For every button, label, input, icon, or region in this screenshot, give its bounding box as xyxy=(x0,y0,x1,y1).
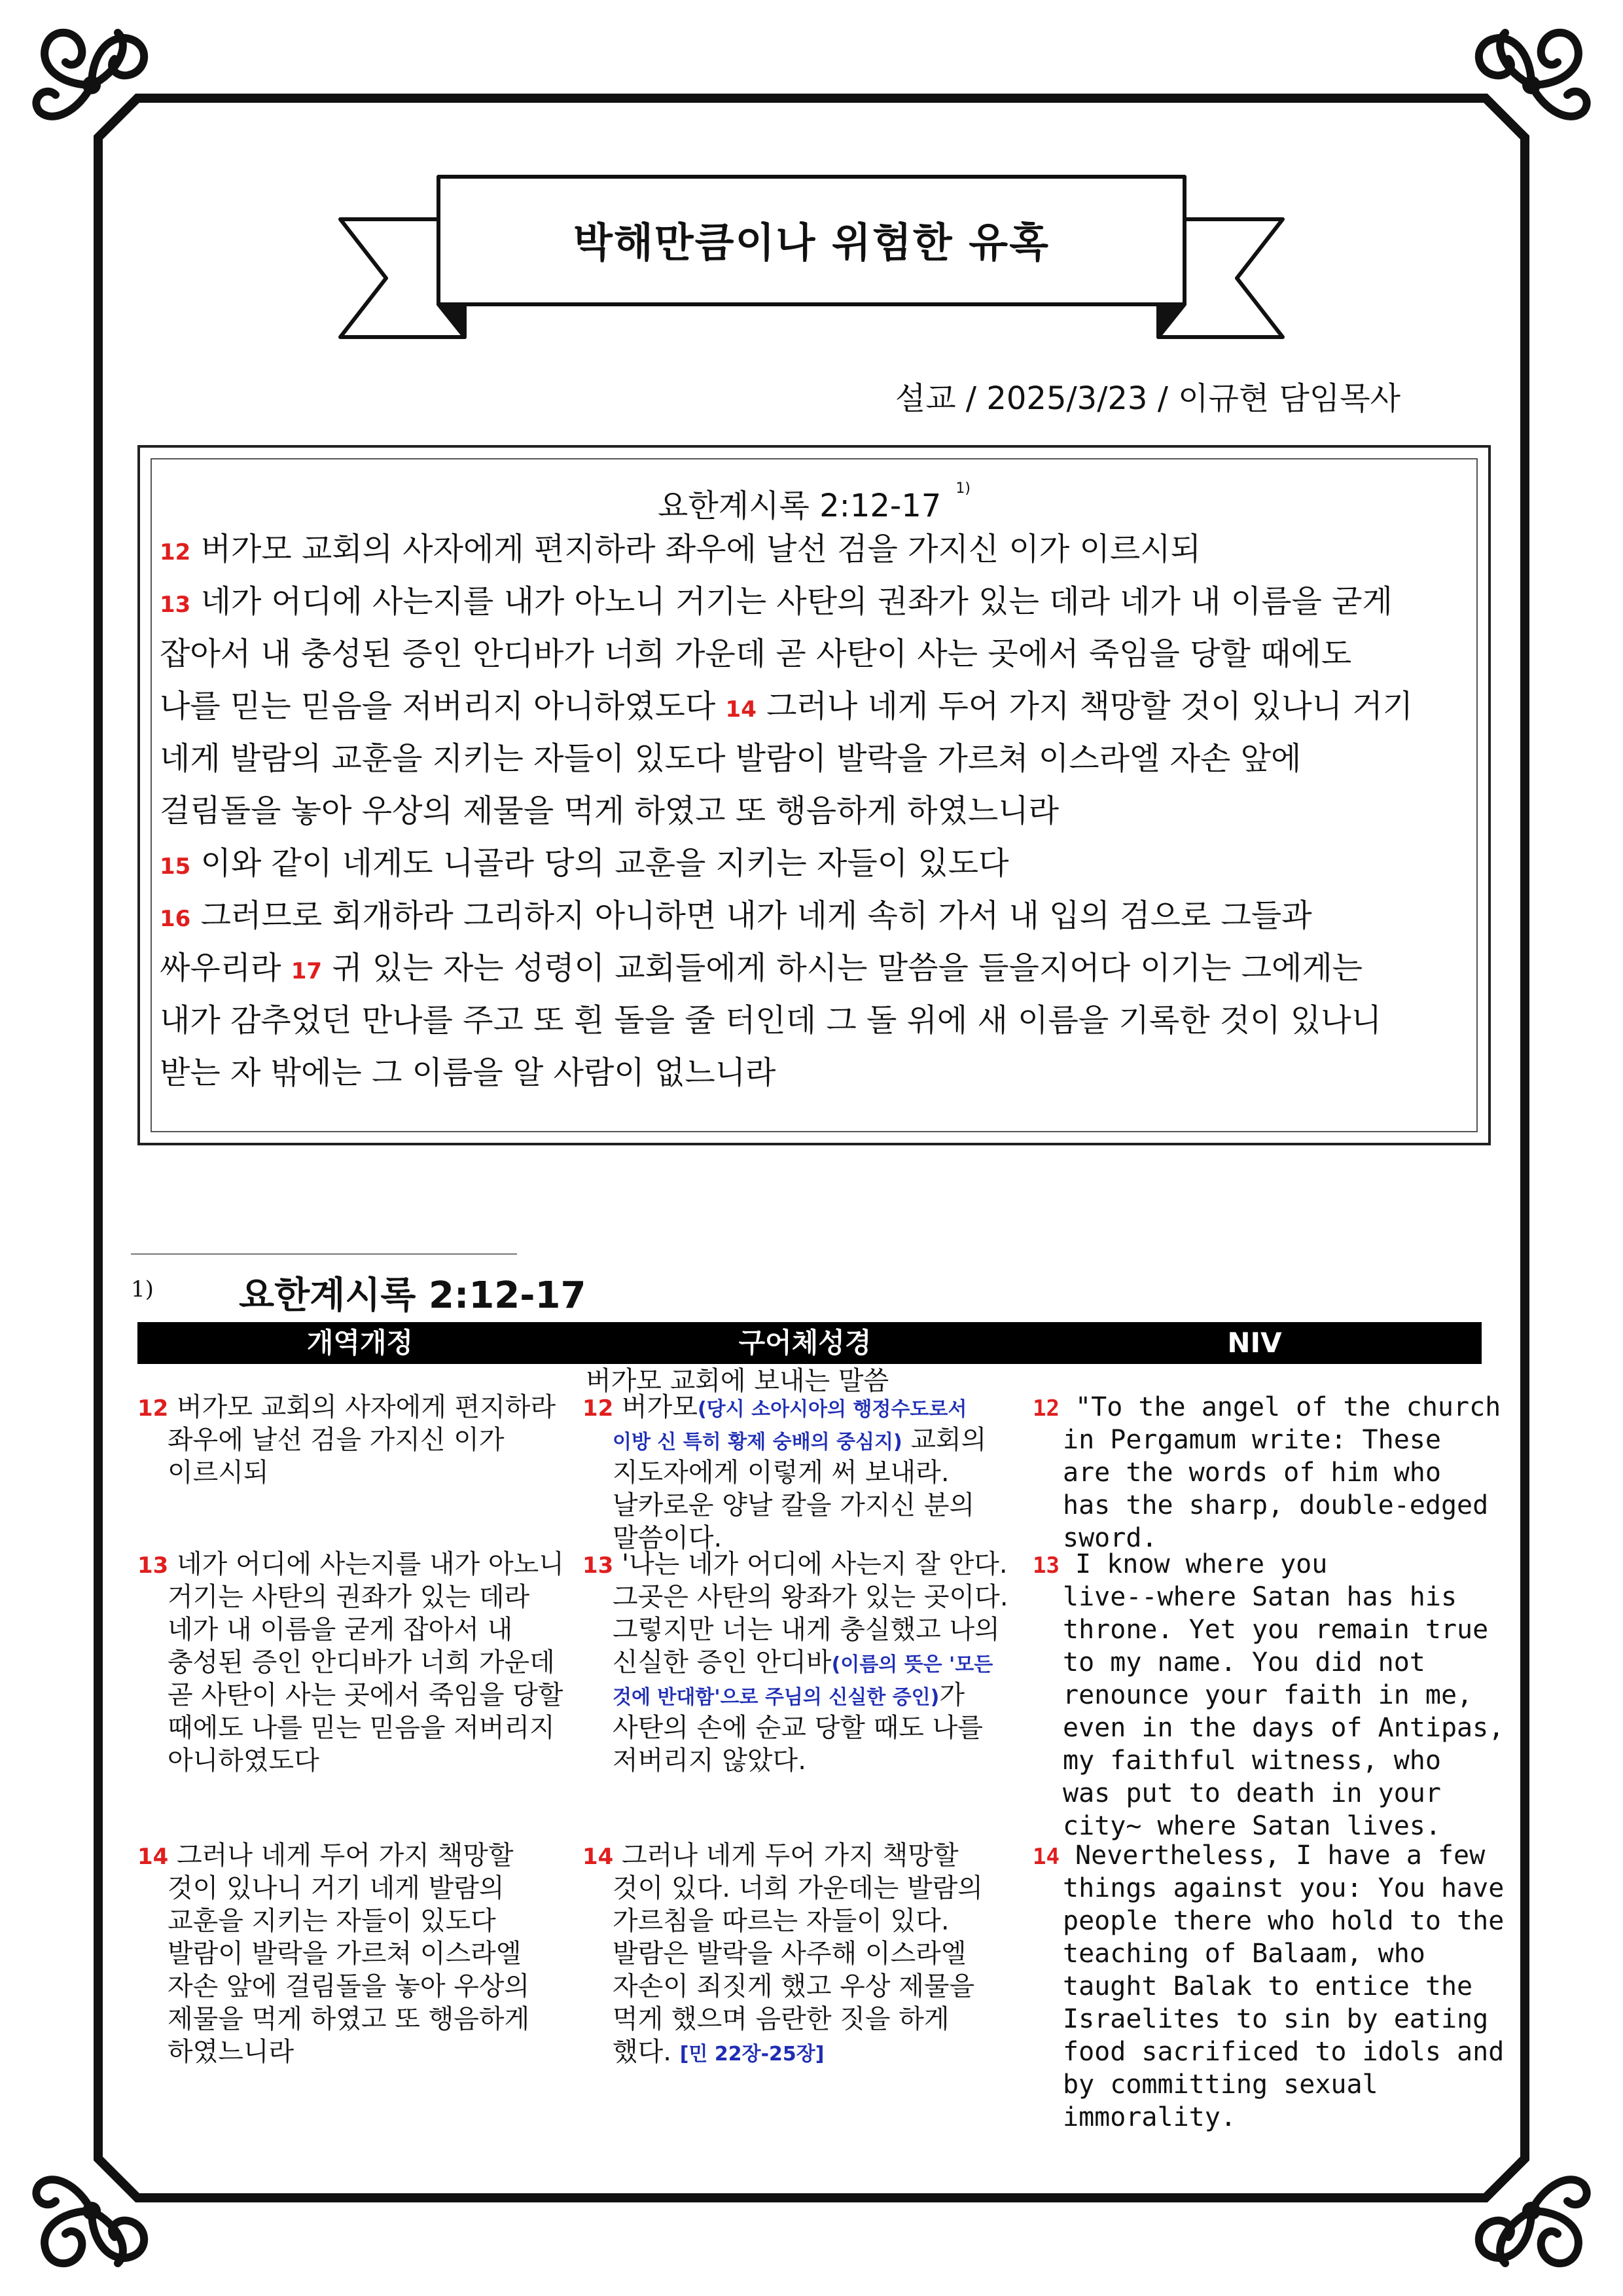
verse-number: 12 xyxy=(160,539,191,565)
verse-text: 말씀이다. xyxy=(613,1523,722,1553)
verse-number: 13 xyxy=(1033,1552,1060,1579)
verse-number: 14 xyxy=(725,696,757,723)
verse-number: 12 xyxy=(137,1395,169,1422)
verse-text: 네게 발람의 교훈을 지키는 자들이 있도다 발람이 발락을 가르쳐 이스라엘 자손 앞에 xyxy=(160,740,1302,777)
table-cell-line xyxy=(582,2003,1034,2036)
table-cell-line xyxy=(582,1581,1034,1613)
table-cell-line xyxy=(582,1905,1034,1937)
table-cell-line xyxy=(1033,1581,1491,1613)
table-cell-line xyxy=(1033,1970,1491,2003)
verse-text: sword. xyxy=(1063,1523,1158,1553)
verse-text: 내가 감추었던 만나를 주고 또 흰 돌을 줄 터인데 그 돌 위에 새 이름을 기록한 것이 있나니 xyxy=(160,1002,1382,1039)
table-cell-line xyxy=(137,1839,582,1872)
verse-text: 발람이 발락을 가르쳐 이스라엘 xyxy=(168,1939,522,1969)
table-cell-line xyxy=(582,1872,1034,1905)
table-cell-line xyxy=(137,1970,582,2003)
verse-text: 잡아서 내 충성된 증인 안디바가 너희 가운데 곧 사탄이 사는 곳에서 죽임을 당할 때에도 xyxy=(160,636,1352,672)
table-cell-line xyxy=(1033,1712,1505,1744)
passage-line xyxy=(160,1047,1462,1099)
table-cell-line xyxy=(1033,2101,1491,2134)
verse-text: 자손 앞에 걸림돌을 놓아 우상의 xyxy=(168,1971,530,2001)
footnote-marker: 1) xyxy=(131,1276,154,1302)
verse-text: 싸우리라 xyxy=(160,950,291,986)
verse-text: Israelites to sin by eating xyxy=(1063,2004,1489,2034)
annotation-note: 것에 반대함'으로 주님의 신실한 증인) xyxy=(613,1686,940,1709)
table-cell-line xyxy=(137,1744,582,1777)
table-cell-niv xyxy=(1033,1839,1505,2134)
table-cell-krv xyxy=(137,1839,582,2068)
verse-text: has the sharp, double-edged xyxy=(1063,1490,1489,1520)
table-cell-line xyxy=(582,1839,1034,1872)
verse-number: 15 xyxy=(160,853,191,880)
verse-text: 이와 같이 네게도 니골라 당의 교훈을 지키는 자들이 있도다 xyxy=(190,845,1009,882)
sermon-title: 박해만큼이나 위험한 유혹 xyxy=(573,218,1050,266)
passage-line xyxy=(160,942,1462,994)
table-cell-krv xyxy=(137,1391,582,1489)
verse-number: 17 xyxy=(291,958,323,984)
table-cell-line xyxy=(582,1548,1034,1581)
table-cell-line xyxy=(582,1646,1034,1679)
verse-text: 것이 있다. 너희 가운데는 발람의 xyxy=(613,1873,983,1903)
verse-text: live--where Satan has his xyxy=(1063,1582,1457,1612)
footnote-title: 요한계시록 2:12-17 xyxy=(239,1274,586,1317)
verse-text: 먹게 했으며 음란한 짓을 하게 xyxy=(613,2004,950,2034)
table-cell-line xyxy=(582,1391,1034,1424)
verse-number: 14 xyxy=(137,1844,169,1870)
table-cell-line xyxy=(582,1970,1034,2003)
table-cell-line xyxy=(137,1646,582,1679)
table-cell-line xyxy=(1033,1424,1491,1456)
table-cell-line xyxy=(1033,1810,1491,1842)
verse-text: taught Balak to entice the xyxy=(1063,1971,1473,2001)
verse-text: 날카로운 양날 칼을 가지신 분의 xyxy=(613,1490,975,1520)
verse-text: to my name. You did not xyxy=(1063,1647,1425,1677)
verse-text: 충성된 증인 안디바가 너희 가운데 xyxy=(168,1647,555,1677)
annotation-note: 이방 신 특히 황제 숭배의 중심지) xyxy=(613,1431,902,1454)
corner-ornament-icon xyxy=(20,2139,164,2283)
verse-text: 네가 어디에 사는지를 내가 아노니 xyxy=(168,1549,564,1579)
corner-ornament-icon xyxy=(1459,2139,1603,2283)
verse-text: "To the angel of the church xyxy=(1059,1392,1501,1422)
table-cell-line xyxy=(137,1581,582,1613)
verse-text: immorality. xyxy=(1063,2102,1236,2132)
table-cell-line xyxy=(1033,1456,1491,1489)
verse-text: 그렇지만 너는 내게 충실했고 나의 xyxy=(613,1615,1000,1645)
table-cell-line xyxy=(137,1456,582,1489)
table-cell-niv xyxy=(1033,1548,1505,1842)
verse-text: 했다. xyxy=(613,2037,680,2067)
verse-text: are the words of him who xyxy=(1063,1458,1441,1488)
verse-text: 가르침을 따르는 자들이 있다. xyxy=(613,1906,950,1936)
table-cell-niv xyxy=(1033,1391,1501,1554)
verse-text: 제물을 먹게 하였고 또 행음하게 xyxy=(168,2004,530,2034)
table-cell-col xyxy=(582,1839,1034,2068)
table-cell-line xyxy=(1033,1777,1491,1810)
verse-text: 지도자에게 이렇게 써 보내라. xyxy=(613,1458,950,1488)
table-cell-line xyxy=(1033,1839,1491,1872)
verse-number: 16 xyxy=(160,906,191,932)
verse-text: 그러나 네게 두어 가지 책망할 것이 있나니 거기 xyxy=(756,688,1413,725)
table-cell-line xyxy=(1033,1905,1505,1937)
table-cell-line xyxy=(137,1424,582,1456)
table-cell-line xyxy=(582,1424,1034,1456)
verse-text: 자손이 죄짓게 했고 우상 제물을 xyxy=(613,1971,975,2001)
table-cell-line xyxy=(582,1489,1034,1522)
verse-text: renounce your faith in me, xyxy=(1063,1680,1473,1710)
verse-text: 아니하였도다 xyxy=(168,1746,319,1776)
annotation-note: (이름의 뜻은 '모든 xyxy=(831,1653,993,1676)
table-cell-line xyxy=(1033,1613,1491,1646)
table-cell-line xyxy=(582,1937,1034,1970)
table-cell-line xyxy=(137,1548,582,1581)
verse-text: 그곳은 사탄의 왕좌가 있는 곳이다. xyxy=(613,1582,1008,1612)
verse-text: food sacrificed to idols and xyxy=(1063,2037,1505,2067)
verse-text: throne. Yet you remain true xyxy=(1063,1615,1489,1645)
table-cell-line xyxy=(582,1744,1034,1777)
verse-text: 네가 어디에 사는지를 내가 아노니 거기는 사탄의 권좌가 있는 데라 네가 내 이름을 굳게 xyxy=(190,583,1393,620)
annotation-note: (당시 소아시아의 행정수도로서 xyxy=(697,1398,967,1421)
table-cell-line xyxy=(1033,1646,1491,1679)
passage-line xyxy=(160,732,1462,785)
table-cell-col xyxy=(582,1391,1034,1554)
passage-line xyxy=(160,785,1462,837)
verse-number: 14 xyxy=(582,1844,614,1870)
verse-text: 나를 믿는 믿음을 저버리지 아니하였도다 xyxy=(160,688,726,725)
verse-text: 거기는 사탄의 권좌가 있는 데라 xyxy=(168,1582,530,1612)
table-cell-line xyxy=(1033,1679,1491,1712)
verse-text: by committing sexual xyxy=(1063,2070,1378,2100)
verse-text: people there who hold to the xyxy=(1063,1906,1505,1936)
table-cell-line xyxy=(1033,1489,1491,1522)
table-cell-line xyxy=(137,1905,582,1937)
verse-text: 귀 있는 자는 성령이 교회들에게 하시는 말씀을 들을지어다 이기는 그에게는 xyxy=(322,950,1363,986)
table-cell-line xyxy=(1033,1872,1505,1905)
passage-line xyxy=(160,994,1462,1047)
passage-line xyxy=(160,889,1462,942)
table-cell-col xyxy=(582,1548,1034,1777)
passage-text xyxy=(160,523,1462,1099)
verse-text: 때에도 나를 믿는 믿음을 저버리지 xyxy=(168,1713,555,1743)
table-cell-line xyxy=(1033,1391,1501,1424)
sermon-byline: 설교 / 2025/3/23 / 이규현 담임목사 xyxy=(895,380,1400,417)
verse-text: 버가모 xyxy=(613,1392,698,1422)
footnote-divider xyxy=(131,1253,517,1255)
verse-number: 13 xyxy=(137,1552,169,1579)
corner-ornament-icon xyxy=(1459,13,1603,157)
verse-text: things against you: You have xyxy=(1063,1873,1505,1903)
table-cell-line xyxy=(137,1712,582,1744)
verse-number: 12 xyxy=(1033,1395,1060,1422)
verse-number: 14 xyxy=(1033,1844,1060,1870)
verse-number: 12 xyxy=(582,1395,614,1422)
verse-text: city~ where Satan lives. xyxy=(1063,1811,1441,1841)
verse-text: 버가모 교회의 사자에게 편지하라 좌우에 날선 검을 가지신 이가 이르시되 xyxy=(190,531,1201,567)
verse-text: in Pergamum write: These xyxy=(1063,1425,1441,1455)
verse-text: 그러므로 회개하라 그리하지 아니하면 내가 네게 속히 가서 내 입의 검으로 그들과 xyxy=(190,897,1312,934)
verse-text: teaching of Balaam, who xyxy=(1063,1939,1425,1969)
verse-text: even in the days of Antipas, xyxy=(1063,1713,1505,1743)
verse-number: 13 xyxy=(582,1552,614,1579)
verse-text: Nevertheless, I have a few xyxy=(1059,1840,1486,1871)
verse-text: 이르시되 xyxy=(168,1458,269,1488)
verse-text: 좌우에 날선 검을 가지신 이가 xyxy=(168,1425,505,1455)
verse-text: 신실한 증인 안디바 xyxy=(613,1647,832,1677)
table-cell-line xyxy=(582,1679,1034,1712)
verse-text: was put to death in your xyxy=(1063,1778,1441,1808)
column-header-niv: NIV xyxy=(1227,1327,1282,1359)
table-cell-line xyxy=(1033,2068,1491,2101)
passage-line xyxy=(160,628,1462,680)
passage-line xyxy=(160,523,1462,575)
table-cell-line xyxy=(137,2036,582,2068)
verse-text: 교훈을 지키는 자들이 있도다 xyxy=(168,1906,496,1936)
table-cell-line xyxy=(1033,1744,1491,1777)
verse-text: 하였느니라 xyxy=(168,2037,294,2067)
verse-text: 교회의 xyxy=(902,1425,987,1455)
verse-text: 받는 자 밖에는 그 이름을 알 사람이 없느니라 xyxy=(160,1054,776,1091)
verse-text: 가 xyxy=(939,1680,965,1710)
table-cell-krv xyxy=(137,1548,582,1777)
verse-text: 버가모 교회의 사자에게 편지하라 xyxy=(168,1392,556,1422)
verse-text: I know where you xyxy=(1059,1549,1328,1579)
verse-text: 저버리지 않았다. xyxy=(613,1746,806,1776)
column-header-krv: 개역개정 xyxy=(306,1327,414,1359)
footnote-ref-marker: 1) xyxy=(955,480,971,497)
passage-reference-text: 요한계시록 2:12-17 xyxy=(658,488,942,524)
translation-table-header xyxy=(137,1322,1482,1364)
verse-text: 걸림돌을 놓아 우상의 제물을 먹게 하였고 또 행음하게 하였느니라 xyxy=(160,793,1060,829)
table-cell-line xyxy=(1033,2036,1505,2068)
passage-line xyxy=(160,837,1462,889)
table-cell-line xyxy=(137,2003,582,2036)
verse-text: 그러나 네게 두어 가지 책망할 xyxy=(168,1840,514,1871)
table-cell-line xyxy=(1033,2003,1491,2036)
table-cell-line xyxy=(1033,1548,1491,1581)
column-header-colloquial: 구어체성경 xyxy=(738,1327,872,1359)
verse-text: 발람은 발락을 사주해 이스라엘 xyxy=(613,1939,967,1969)
table-cell-line xyxy=(137,1937,582,1970)
table-cell-line xyxy=(1033,1937,1491,1970)
passage-line xyxy=(160,680,1462,732)
verse-text: 네가 내 이름을 굳게 잡아서 내 xyxy=(168,1615,513,1645)
table-cell-line xyxy=(137,1679,582,1712)
verse-number: 13 xyxy=(160,592,191,618)
passage-reference xyxy=(140,480,1488,526)
table-cell-line xyxy=(137,1872,582,1905)
passage-line xyxy=(160,575,1462,628)
corner-ornament-icon xyxy=(20,13,164,157)
table-cell-line xyxy=(137,1391,582,1424)
verse-text: 곧 사탄이 사는 곳에서 죽임을 당할 xyxy=(168,1680,563,1710)
verse-text: 그러나 네게 두어 가지 책망할 xyxy=(613,1840,959,1871)
colloquial-section-heading: 버가모 교회에 보내는 말씀 xyxy=(586,1366,889,1396)
table-cell-line xyxy=(582,2036,1034,2068)
table-cell-line xyxy=(582,1613,1034,1646)
verse-text: my faithful witness, who xyxy=(1063,1746,1441,1776)
table-cell-line xyxy=(137,1613,582,1646)
annotation-note: [민 22장-25장] xyxy=(679,2043,825,2066)
table-cell-line xyxy=(582,1712,1034,1744)
table-cell-line xyxy=(582,1456,1034,1489)
verse-text: '나는 네가 어디에 사는지 잘 안다. xyxy=(613,1549,1008,1579)
scripture-passage-box xyxy=(137,445,1491,1145)
verse-text: 것이 있나니 거기 네게 발람의 xyxy=(168,1873,505,1903)
verse-text: 사탄의 손에 순교 당할 때도 나를 xyxy=(613,1713,983,1743)
